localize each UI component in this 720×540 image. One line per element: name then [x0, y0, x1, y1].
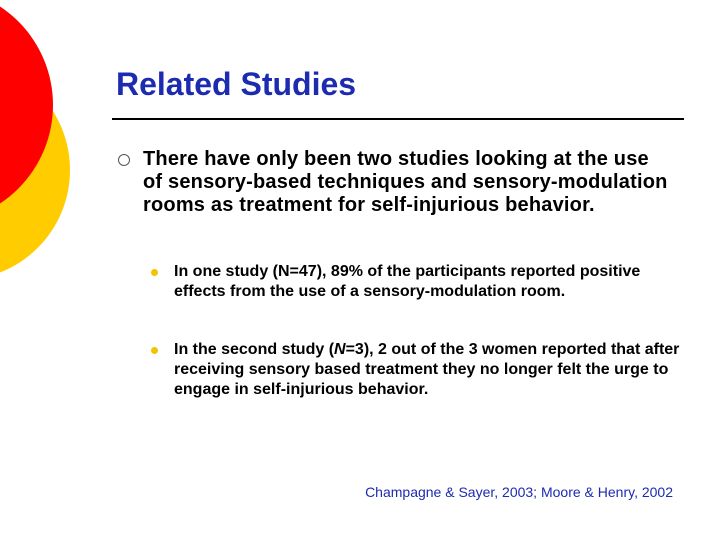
title-divider — [112, 118, 684, 120]
sub-bullet-2-text-end: =3), 2 out of the 3 women reported that after receiving sensory based treatment they no longer felt the urge to engage in self-injurious behavior. — [174, 341, 680, 398]
hollow-circle-bullet-icon — [118, 154, 130, 166]
decorative-circles — [0, 0, 90, 300]
sample-size-italic: N — [334, 341, 346, 358]
dot-bullet-icon — [151, 347, 158, 354]
sub-bullet-2-text-start: In the second study ( — [174, 341, 335, 358]
main-bullet-text: There have only been two studies looking at the use of sensory-based techniques and sensory-modulation rooms as treatment for self-injurious behavior. — [143, 148, 668, 216]
dot-bullet-icon — [151, 269, 158, 276]
sub-bullet-2-text — [174, 340, 684, 400]
slide-title: Related Studies — [116, 66, 357, 102]
citation: Champagne & Sayer, 2003; Moore & Henry, 2002 — [365, 484, 673, 500]
sub-bullet-1-text: In one study (N=47), 89% of the participants reported positive effects from the use of a sensory-modulation room. — [174, 263, 641, 300]
